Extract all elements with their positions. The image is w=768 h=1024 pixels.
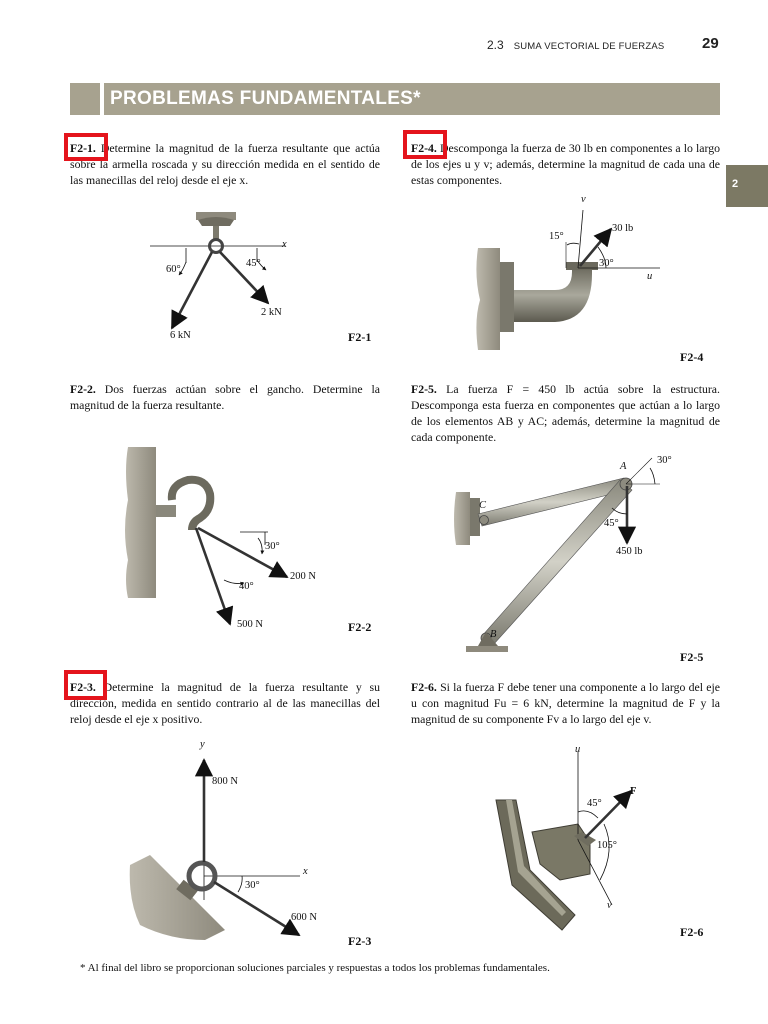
problem-number: F2-1. [70,141,96,155]
wall [476,248,500,350]
hook-bolt [156,505,176,517]
footnote: * Al final del libro se proporcionan soluciones parciales y respuestas a todos los problemas fundamentales. [80,962,550,974]
f2-4-label-30: 30° [599,258,614,269]
f2-3-label-y: y [200,739,205,750]
figure-caption-f2-1: F2-1 [348,330,372,344]
f2-3-label-800n: 800 N [212,776,238,787]
angle-arc-45 [578,811,598,818]
f2-6-label-105: 105° [597,840,617,851]
f2-5-label-c: C [479,500,487,511]
problem-statement: Dos fuerzas actúan sobre el gancho. Determine la magnitud de la fuerza resultante. [70,382,380,412]
angle-arc-30 [238,876,242,892]
figure-f2-3 [130,760,300,940]
f2-4-label-u: u [647,271,653,282]
f2-5-label-450lb: 450 lb [616,546,643,557]
problem-statement: La fuerza F = 450 lb actúa sobre la estructura. Descomponga esta fuerza en componentes que actúan a lo largo de los elementos AB y AC; además, determine la magnitud de cada componente. [411,382,720,444]
figure-f2-2 [125,447,287,624]
f2-5-label-a: A [620,461,627,472]
angle-arc-105 [600,824,609,880]
angle-arc-30 [650,468,655,484]
f2-2-label-40: 40° [239,581,254,592]
f2-4-label-30lb: 30 lb [612,223,634,234]
figure-caption-f2-5: F2-5 [680,650,704,664]
figure-caption-f2-6: F2-6 [680,925,704,939]
f2-1-label-2kn: 2 kN [261,307,282,318]
problem-statement: Si la fuerza F debe tener una componente a lo largo del eje u con magnitud Fu = 6 kN, determine la magnitud de F y la magnitud de su componente Fv a lo largo del eje v. [411,680,720,726]
problem-number: F2-3. [70,680,96,694]
f2-3-label-30: 30° [245,880,260,891]
reference-line-30 [626,458,652,484]
f2-2-label-200n: 200 N [290,571,316,582]
f2-1-label-45: 45° [246,258,261,269]
angle-arc-15 [567,243,579,245]
hook [172,480,210,530]
f2-6-label-u: u [575,744,581,755]
page-title: PROBLEMAS FUNDAMENTALES* [110,88,421,109]
f2-5-label-45: 45° [604,518,619,529]
section-number: 2.3 [487,38,504,52]
wall [125,447,156,598]
ground-base [466,646,508,652]
figure-caption-f2-2: F2-2 [348,620,372,634]
f2-1-label-x: x [282,239,287,250]
mounting-plate [500,262,514,332]
f2-6-label-v: v [607,900,612,911]
force-vector-2kn [220,252,268,303]
problem-number: F2-4. [411,141,437,155]
f2-3-label-600n: 600 N [291,912,317,923]
eyebolt-shank [213,226,219,240]
wall [454,492,470,545]
f2-3-label-x: x [303,866,308,877]
problem-statement: Determine la magnitud de la fuerza resultante y su dirección, medida en sentido contrario al de las manecillas del reloj desde el eje x positivo. [70,680,380,726]
pin-c [480,516,489,525]
problem-number: F2-5. [411,382,437,396]
f2-2-label-500n: 500 N [237,619,263,630]
f2-5-label-30: 30° [657,455,672,466]
problem-number: F2-2. [70,382,96,396]
problem-number: F2-6. [411,680,437,694]
chapter-tab-label: 2 [732,178,739,190]
v-axis [578,210,583,268]
pipe-bracket [514,268,592,322]
f2-4-label-15: 15° [549,231,564,242]
figure-caption-f2-4: F2-4 [680,350,704,364]
f2-4-label-v: v [581,194,586,205]
f2-1-label-6kn: 6 kN [170,330,191,341]
page-number: 29 [702,35,719,52]
f2-1-label-60: 60° [166,264,181,275]
problem-statement: Determine la magnitud de la fuerza resultante que actúa sobre la armella roscada y su dirección medida en el sentido de las manecillas del reloj desde el eje x. [70,141,381,187]
f2-6-label-45: 45° [587,798,602,809]
f2-5-label-b: B [490,629,497,640]
figure-caption-f2-3: F2-3 [348,934,372,948]
f2-6-label-f: F [630,786,637,797]
problem-statement: Descomponga la fuerza de 30 lb en componentes a lo largo de los ejes u y v; además, determine la magnitud de cada una de estas componentes. [411,141,720,187]
f2-2-label-30: 30° [265,541,280,552]
section-title: SUMA VECTORIAL DE FUERZAS [513,41,665,52]
angle-arc-30 [258,538,262,554]
